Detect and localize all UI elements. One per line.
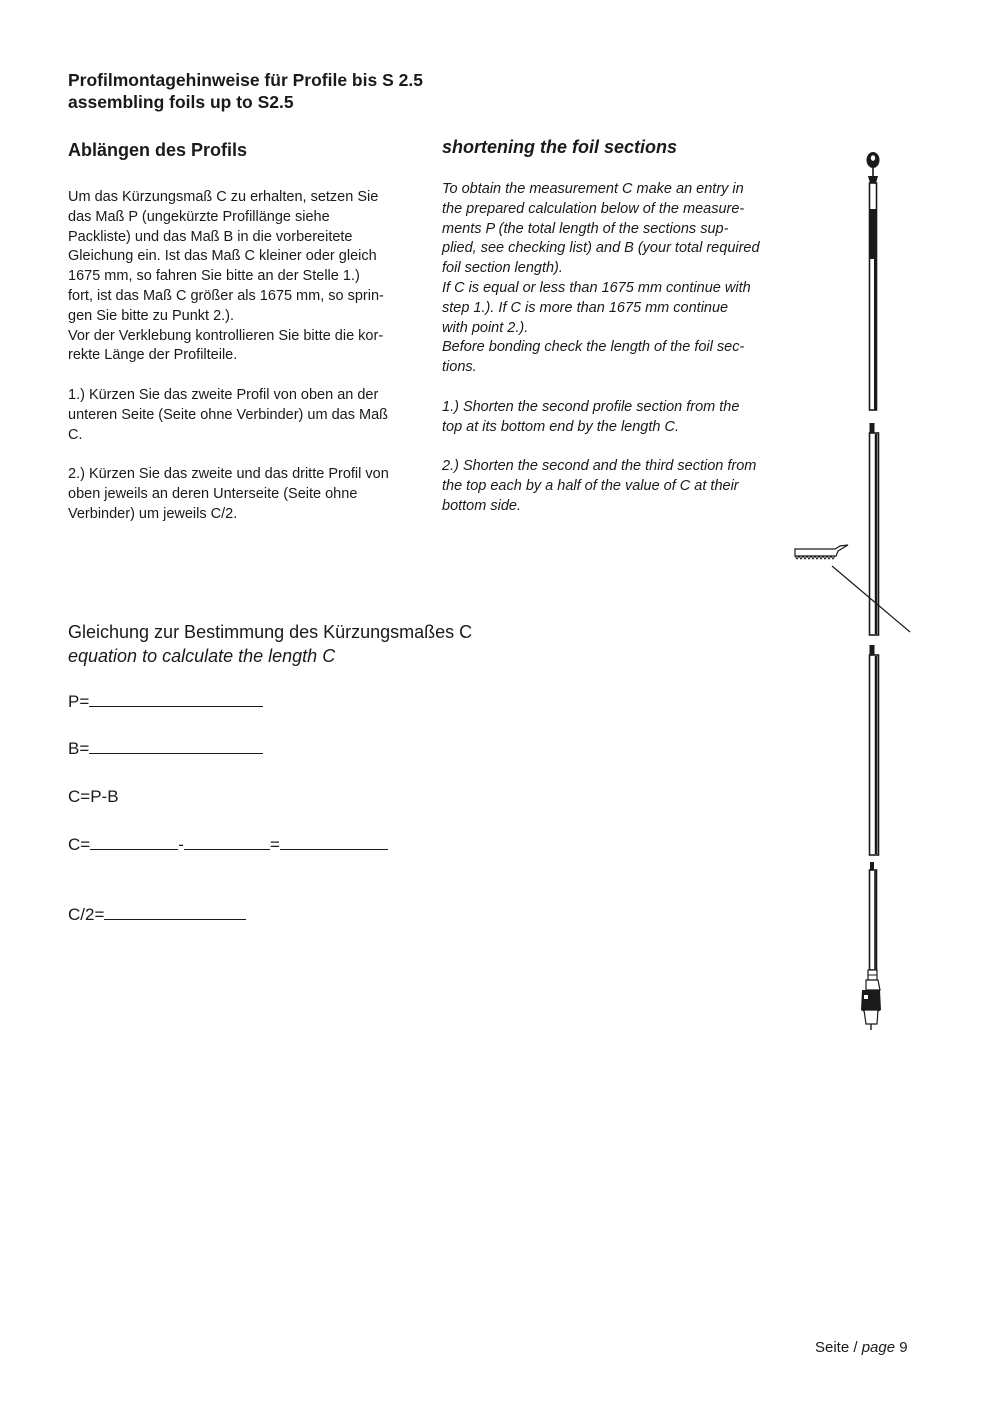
german-text-line: 1.) Kürzen Sie das zweite Profil von oben an der: [68, 386, 379, 403]
english-text-line: 1.) Shorten the second profile section from the: [442, 398, 740, 415]
equation-title-de: Gleichung zur Bestimmung des Kürzungsmaßes C: [68, 622, 473, 642]
english-text-line: step 1.). If C is more than 1675 mm continue: [442, 299, 729, 316]
german-text-line: Um das Kürzungsmaß C zu erhalten, setzen Sie: [68, 189, 379, 205]
foil-section-third: [870, 645, 879, 855]
equals-sign: =: [269, 835, 280, 854]
german-section-title: Ablängen des Profils: [68, 140, 248, 160]
c-minuend-blank[interactable]: [90, 835, 178, 850]
german-text-line: das Maß P (ungekürzte Profillänge siehe: [68, 208, 330, 225]
minus-sign: -: [178, 835, 184, 854]
bottom-connector-icon: [861, 970, 881, 1030]
german-text-line: Gleichung ein. Ist das Maß C kleiner oder gleich: [68, 248, 377, 265]
german-text-line: fort, ist das Maß C größer als 1675 mm, so sprin-: [68, 287, 384, 304]
foil-section-second: [870, 423, 879, 635]
english-section-title: shortening the foil sections: [442, 137, 678, 157]
top-eyelet-icon: [867, 152, 880, 183]
c-half-label: C/2=: [68, 905, 105, 924]
equation-title: [68, 620, 472, 668]
english-text-line: the top each by a half of the value of C at their: [442, 477, 739, 494]
c-formula: C=P-B: [68, 787, 119, 806]
english-text-line: Before bonding check the length of the foil sec-: [442, 339, 745, 356]
saw-icon: [795, 545, 910, 632]
german-text-line: 1675 mm, so fahren Sie bitte an der Stelle 1.): [68, 268, 360, 285]
english-text-line: foil section length).: [442, 260, 563, 277]
p-equation-line: [68, 692, 263, 712]
c-label: C=: [68, 835, 91, 854]
english-instructions: [442, 180, 802, 517]
english-paragraph: [442, 180, 802, 378]
english-paragraph: [442, 398, 802, 438]
english-text-line: tions.: [442, 359, 477, 376]
english-text-line: bottom side.: [442, 497, 521, 514]
p-label: P=: [68, 692, 90, 711]
english-text-line: top at its bottom end by the length C.: [442, 418, 679, 435]
english-text-line: the prepared calculation below of the measure-: [442, 200, 745, 217]
german-text-line: Vor der Verklebung kontrollieren Sie bitte die kor-: [68, 327, 384, 344]
equation-title-en: equation to calculate the length C: [68, 646, 336, 666]
english-text-line: If C is equal or less than 1675 mm continue with: [442, 279, 751, 296]
german-text-line: unteren Seite (Seite ohne Verbinder) um das Maß: [68, 406, 388, 423]
english-text-line: To obtain the measurement C make an entry in: [442, 181, 744, 197]
foil-section-bottom: [870, 862, 877, 970]
p-blank-field[interactable]: [89, 692, 263, 707]
foil-section-top: [870, 183, 877, 410]
page-number: 9: [899, 1339, 908, 1356]
c-result-blank[interactable]: [280, 835, 388, 850]
german-paragraph: [68, 465, 438, 524]
b-equation-line: [68, 739, 263, 759]
c-half-equation-line: [68, 905, 246, 925]
german-text-line: Packliste) und das Maß B in die vorbereitete: [68, 228, 353, 245]
english-text-line: with point 2.).: [442, 319, 529, 336]
page-footer: [815, 1339, 908, 1356]
b-label: B=: [68, 739, 90, 758]
english-text-line: 2.) Shorten the second and the third section from: [442, 458, 757, 475]
foil-sections-diagram: [780, 145, 920, 1045]
heading-line-1: Profilmontagehinweise für Profile bis S 2.5: [68, 70, 423, 90]
german-text-line: 2.) Kürzen Sie das zweite und das dritte Profil von: [68, 466, 389, 483]
english-text-line: plied, see checking list) and B (your total required: [442, 240, 760, 257]
german-instructions: [68, 188, 438, 525]
german-paragraph: [68, 386, 438, 445]
english-paragraph: [442, 457, 802, 516]
german-paragraph: [68, 188, 438, 366]
heading-line-2: assembling foils up to S2.5: [68, 92, 294, 112]
footer-seite: Seite /: [815, 1339, 862, 1356]
english-text-line: ments P (the total length of the sections sup-: [442, 220, 729, 237]
c-half-blank-field[interactable]: [104, 905, 246, 920]
german-text-line: gen Sie bitte zu Punkt 2.).: [68, 307, 235, 324]
c-subtrahend-blank[interactable]: [184, 835, 270, 850]
b-blank-field[interactable]: [89, 739, 263, 754]
document-heading: [68, 69, 423, 113]
footer-page-word: page: [861, 1339, 896, 1356]
german-text-line: oben jeweils an deren Unterseite (Seite ohne: [68, 485, 358, 502]
german-text-line: C.: [68, 426, 83, 443]
c-equation-line: [68, 835, 388, 855]
german-text-line: Verbinder) um jeweils C/2.: [68, 505, 238, 522]
german-text-line: rekte Länge der Profilteile.: [68, 347, 238, 364]
